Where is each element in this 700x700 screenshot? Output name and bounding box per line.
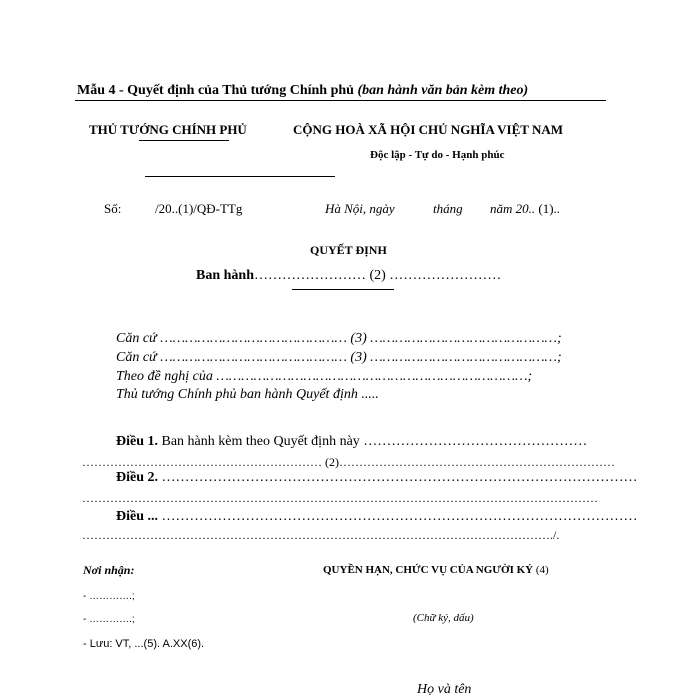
preamble-line-1: Căn cứ ……………………………………… (3) ………………………………………;: [116, 331, 562, 346]
date-year-note: (1)..: [538, 201, 561, 216]
full-name: Họ và tên: [417, 682, 472, 697]
decision-heading: QUYẾT ĐỊNH: [310, 243, 387, 257]
date-month: tháng: [433, 201, 463, 216]
article-3-text: …………………………………………………………………………………………: [161, 509, 638, 524]
form-title-note: (ban hành văn bản kèm theo): [357, 83, 529, 98]
article-1-label: Điều 1.: [116, 434, 158, 449]
article-3-label: Điều ...: [116, 509, 158, 524]
article-2-cont: …………………………………………………………………………………………………………………: [82, 491, 598, 505]
recipients-label: Nơi nhận:: [83, 563, 135, 577]
issuer-name: THỦ TƯỚNG CHÍNH PHỦ: [89, 122, 247, 137]
signer-note: (4): [535, 564, 549, 576]
archive-note: - Lưu: VT, ...(5). A.XX(6).: [83, 638, 205, 650]
form-title: [77, 83, 528, 99]
number-label: Số:: [104, 201, 122, 216]
preamble-line-4: Thủ tướng Chính phủ ban hành Quyết định .....: [116, 387, 379, 402]
article-3-cont: ………………………………………………………………………………………………………./.: [82, 528, 560, 542]
decision-subheading: [196, 268, 501, 284]
title-underline: [75, 100, 606, 101]
signer-title: QUYỀN HẠN, CHỨC VỤ CỦA NGƯỜI KÝ: [323, 564, 534, 576]
issuer-underline: [139, 140, 229, 141]
number-value: /20..(1)/QĐ-TTg: [155, 201, 243, 216]
article-2: [116, 470, 638, 486]
preamble-line-3: Theo đề nghị của …………………………………………………………………;: [116, 369, 533, 384]
subheading-underline: [292, 289, 394, 290]
nation-name: CỘNG HOÀ XÃ HỘI CHỦ NGHĨA VIỆT NAM: [293, 122, 564, 137]
subheading-bold: Ban hành: [196, 268, 254, 283]
date-year: năm 20..: [490, 201, 536, 216]
form-title-main: Mẫu 4 - Quyết định của Thủ tướng Chính phủ: [77, 83, 354, 98]
article-1-cont: …………………………………………………… (2)……………………………………………………………: [82, 455, 615, 469]
subheading-rest: …………………… (2) ……………………: [253, 268, 502, 283]
signer-block: [323, 564, 549, 576]
motto: Độc lập - Tự do - Hạnh phúc: [370, 149, 505, 161]
article-1: [116, 434, 587, 450]
article-1-text: Ban hành kèm theo Quyết định này …………………………………………: [161, 434, 588, 449]
recipient-2: - ………….;: [83, 614, 135, 625]
place-date: Hà Nội, ngày: [325, 201, 395, 216]
article-3: [116, 509, 638, 525]
sign-hint: (Chữ ký, dấu): [413, 612, 474, 624]
preamble-line-2: Căn cứ ……………………………………… (3) ………………………………………;: [116, 350, 562, 365]
recipient-1: - ………….;: [83, 591, 135, 602]
article-2-text: …………………………………………………………………………………………: [161, 470, 638, 485]
motto-underline: [145, 176, 335, 177]
article-2-label: Điều 2.: [116, 470, 158, 485]
